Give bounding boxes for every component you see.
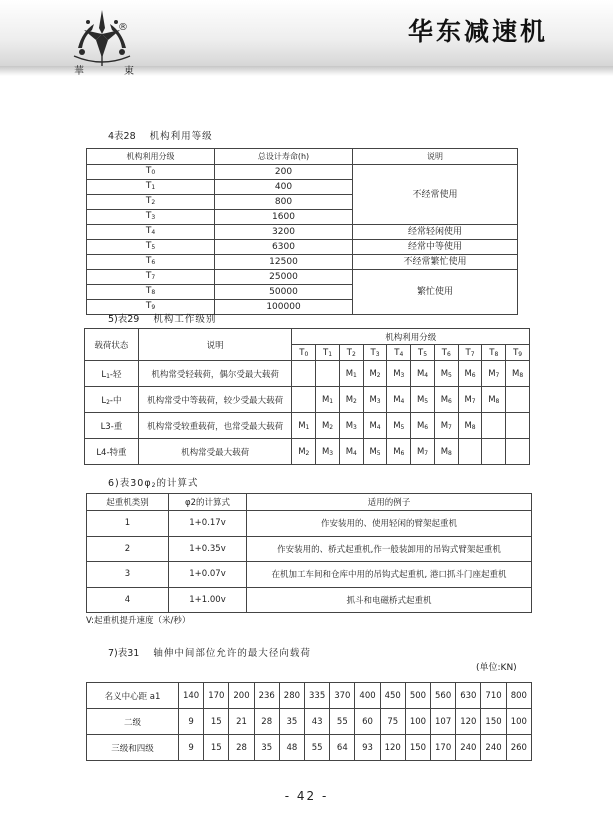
work-class-cell: $M_5$	[434, 361, 458, 387]
work-class-subscript: 2	[376, 371, 381, 379]
table-header-row	[85, 329, 530, 345]
load-desc-cell: 机构常受轻载荷，偶尔受最大载荷	[138, 361, 292, 387]
work-class-subscript: 5	[376, 449, 381, 457]
value-cell: 55	[330, 709, 355, 735]
value-cell: 150	[481, 709, 506, 735]
load-desc-cell: 机构常受最大载荷	[138, 439, 292, 465]
work-class-cell: $M_6$	[387, 439, 411, 465]
value-cell: 15	[204, 709, 229, 735]
class-cell: $T_1$	[87, 180, 215, 195]
work-class-subscript: 1	[329, 397, 334, 405]
work-class-subscript: 3	[329, 449, 334, 457]
work-class-subscript: 2	[353, 397, 357, 405]
class-cell: $T_0$	[87, 165, 215, 180]
load-state-letter: L3	[100, 421, 111, 432]
col-group-header: 机构利用分级	[292, 329, 530, 345]
work-class-cell	[482, 439, 506, 465]
note-cell: 经常中等使用	[353, 240, 518, 255]
t30-number: 6)表30	[108, 478, 145, 489]
work-class-cell: $M_4$	[339, 439, 363, 465]
work-class-cell: $M_1$	[339, 361, 363, 387]
work-class-subscript: 6	[424, 423, 429, 431]
example-cell: 在机加工车间和仓库中用的吊钩式起重机, 港口抓斗门座起重机	[247, 562, 532, 588]
col-subscript: 7	[470, 350, 475, 358]
load-state-letter: L	[101, 369, 107, 380]
formula-cell: 1+0.35v	[169, 536, 247, 562]
work-class-cell: $M_6$	[458, 361, 482, 387]
t29-number: 5)表29	[108, 314, 140, 325]
col-header-t6: $T_6$	[434, 345, 458, 361]
value-cell: 240	[481, 735, 506, 761]
table-row	[87, 511, 532, 537]
col-header-t8: $T_8$	[482, 345, 506, 361]
example-cell: 抓斗和电磁桥式起重机	[247, 587, 532, 613]
work-class-subscript: 6	[400, 449, 405, 457]
class-cell: $T_2$	[87, 195, 215, 210]
work-class-cell	[458, 439, 482, 465]
category-cell: 1	[87, 511, 169, 537]
work-class-subscript: 5	[448, 371, 452, 379]
value-cell: 48	[279, 735, 304, 761]
value-cell: 93	[355, 735, 380, 761]
load-state-label: -中	[109, 395, 122, 406]
table-row	[87, 225, 518, 240]
value-cell: 35	[279, 709, 304, 735]
work-class-subscript: 3	[376, 397, 381, 405]
col-header-t4: $T_4$	[387, 345, 411, 361]
t29-title: 机构工作级别	[153, 314, 217, 325]
value-cell: 64	[330, 735, 355, 761]
work-class-cell: $M_3$	[387, 361, 411, 387]
table-row	[87, 587, 532, 613]
class-cell: $T_4$	[87, 225, 215, 240]
col-header-t1: $T_1$	[316, 345, 340, 361]
hours-cell: 1600	[215, 210, 353, 225]
col-subscript: 6	[446, 350, 451, 358]
work-class-subscript: 8	[448, 449, 452, 457]
value-cell: 75	[380, 709, 405, 735]
formula-cell: 1+0.07v	[169, 562, 247, 588]
table-31	[86, 682, 532, 761]
class-cell: $T_5$	[87, 240, 215, 255]
col-subscript: 9	[518, 350, 523, 358]
hours-cell: 6300	[215, 240, 353, 255]
col-header: 载荷状态	[85, 329, 139, 361]
value-cell: 240	[456, 735, 481, 761]
work-class-cell	[292, 387, 316, 413]
hours-cell: 100000	[215, 300, 353, 315]
registered-mark: ®	[118, 22, 128, 33]
col-header-t3: $T_3$	[363, 345, 387, 361]
work-class-cell: $M_4$	[387, 387, 411, 413]
class-cell: $T_8$	[87, 285, 215, 300]
table-header-row	[87, 149, 518, 165]
col-subscript: 4	[399, 350, 404, 358]
value-cell: 280	[279, 683, 304, 709]
table-row	[87, 240, 518, 255]
work-class-cell: $M_2$	[339, 387, 363, 413]
work-class-subscript: 8	[495, 397, 500, 405]
value-cell: 120	[456, 709, 481, 735]
t28-title: 机构利用等级	[149, 131, 213, 142]
phi-subscript: 2	[151, 482, 157, 489]
load-state-label: -轻	[109, 369, 122, 380]
brand-title: 华东减速机	[408, 17, 549, 46]
load-state-label: -重	[110, 421, 123, 432]
example-cell: 作安装用的、使用轻闲的臂架起重机	[247, 511, 532, 537]
work-class-subscript: 1	[305, 423, 310, 431]
hours-cell: 200	[215, 165, 353, 180]
col-header-t0: $T_0$	[292, 345, 316, 361]
logo-text	[74, 62, 134, 77]
work-class-cell: $M_6$	[411, 413, 435, 439]
table-row	[87, 735, 532, 761]
class-cell: $T_6$	[87, 255, 215, 270]
work-class-cell	[292, 361, 316, 387]
note-cell: 繁忙使用	[353, 270, 518, 315]
note-cell: 不经常使用	[353, 165, 518, 225]
work-class-subscript: 7	[471, 397, 476, 405]
work-class-subscript: 5	[424, 397, 429, 405]
work-class-subscript: 4	[424, 371, 429, 379]
value-cell: 500	[405, 683, 430, 709]
phi-symbol: φ	[144, 478, 152, 489]
work-class-subscript: 4	[400, 397, 405, 405]
work-class-cell: $M_8$	[482, 387, 506, 413]
logo-char-2: 東	[124, 66, 134, 77]
work-class-subscript: 7	[495, 371, 500, 379]
value-cell: 800	[506, 683, 531, 709]
t31-number: 7)表31	[108, 648, 140, 659]
class-cell: $T_9$	[87, 300, 215, 315]
work-class-cell: $M_3$	[363, 387, 387, 413]
category-cell: 4	[87, 587, 169, 613]
work-class-subscript: 2	[305, 449, 310, 457]
value-cell: 43	[305, 709, 330, 735]
col-header: φ2的计算式	[169, 494, 247, 511]
work-class-cell: $M_2$	[363, 361, 387, 387]
table-header-row	[87, 494, 532, 511]
hours-cell: 400	[215, 180, 353, 195]
value-cell: 100	[506, 709, 531, 735]
value-cell: 710	[481, 683, 506, 709]
value-cell: 28	[254, 709, 279, 735]
load-state-cell	[85, 413, 139, 439]
logo-char-1: 華	[74, 66, 84, 77]
class-cell: $T_7$	[87, 270, 215, 285]
note-cell: 不经常繁忙使用	[353, 255, 518, 270]
load-state-subscript: 2	[106, 398, 110, 406]
class-cell: $T_3$	[87, 210, 215, 225]
t29-heading	[108, 311, 230, 325]
formula-cell: 1+1.00v	[169, 587, 247, 613]
work-class-cell: $M_2$	[292, 439, 316, 465]
col-subscript: 5	[423, 350, 428, 358]
col-header: 机构利用分级	[87, 149, 215, 165]
col-header-t5: $T_5$	[411, 345, 435, 361]
t31-heading	[108, 645, 325, 659]
table-row	[87, 562, 532, 588]
work-class-subscript: 4	[376, 423, 381, 431]
work-class-cell: $M_5$	[387, 413, 411, 439]
table-row	[85, 387, 530, 413]
work-class-cell: $M_4$	[363, 413, 387, 439]
work-class-subscript: 5	[400, 423, 405, 431]
value-cell: 55	[305, 735, 330, 761]
t30-heading	[108, 475, 212, 489]
table-28	[86, 148, 518, 315]
page-number: - 42 -	[284, 789, 329, 803]
table-29	[84, 328, 530, 465]
col-header-t7: $T_7$	[458, 345, 482, 361]
col-header: 说明	[138, 329, 292, 361]
value-cell: 140	[179, 683, 204, 709]
work-class-cell: $M_3$	[339, 413, 363, 439]
value-cell: 120	[380, 735, 405, 761]
value-cell: 9	[179, 735, 204, 761]
table-row	[87, 255, 518, 270]
row-label-cell: 名义中心距 a1	[87, 683, 179, 709]
load-state-letter: L4	[96, 447, 107, 458]
t28-number: 4表28	[108, 131, 136, 142]
value-cell: 150	[405, 735, 430, 761]
work-class-subscript: 6	[471, 371, 476, 379]
value-cell: 15	[204, 735, 229, 761]
table-row	[85, 439, 530, 465]
value-cell: 60	[355, 709, 380, 735]
load-state-letter: L	[101, 395, 107, 406]
work-class-subscript: 4	[353, 449, 357, 457]
row-label-cell: 三级和四级	[87, 735, 179, 761]
load-state-subscript: 1	[106, 372, 110, 380]
work-class-cell: $M_4$	[411, 361, 435, 387]
load-desc-cell: 机构常受中等载荷，较少受最大载荷	[138, 387, 292, 413]
note-cell: 经常轻闲使用	[353, 225, 518, 240]
load-state-cell	[85, 387, 139, 413]
work-class-cell	[506, 387, 530, 413]
t30-title: 的计算式	[156, 478, 199, 489]
table-row	[87, 270, 518, 285]
t31-title: 轴伸中间部位允许的最大径向载荷	[153, 648, 311, 659]
work-class-cell	[506, 413, 530, 439]
category-cell: 3	[87, 562, 169, 588]
work-class-cell: $M_1$	[292, 413, 316, 439]
formula-cell: 1+0.17v	[169, 511, 247, 537]
work-class-cell: $M_6$	[434, 387, 458, 413]
table-row	[87, 709, 532, 735]
table-row	[85, 413, 530, 439]
value-cell: 236	[254, 683, 279, 709]
work-class-cell: $M_1$	[316, 387, 340, 413]
work-class-subscript: 2	[329, 423, 334, 431]
work-class-cell: $M_7$	[458, 387, 482, 413]
col-subscript: 8	[494, 350, 499, 358]
value-cell: 400	[355, 683, 380, 709]
work-class-subscript: 7	[448, 423, 452, 431]
value-cell: 107	[431, 709, 456, 735]
value-cell: 630	[456, 683, 481, 709]
value-cell: 260	[506, 735, 531, 761]
col-header: 适用的例子	[247, 494, 532, 511]
table-row	[87, 683, 532, 709]
col-header: 起重机类别	[87, 494, 169, 511]
col-header-t2: $T_2$	[339, 345, 363, 361]
hours-cell: 800	[215, 195, 353, 210]
table-row	[87, 536, 532, 562]
work-class-cell	[316, 361, 340, 387]
value-cell: 9	[179, 709, 204, 735]
table-row	[85, 361, 530, 387]
work-class-subscript: 7	[424, 449, 429, 457]
col-subscript: 1	[328, 350, 333, 358]
example-cell: 作安装用的、桥式起重机,作一般装卸用的吊钩式臂架起重机	[247, 536, 532, 562]
col-header: 说明	[353, 149, 518, 165]
work-class-cell: $M_7$	[434, 413, 458, 439]
value-cell: 21	[229, 709, 254, 735]
work-class-cell: $M_8$	[506, 361, 530, 387]
work-class-cell: $M_8$	[458, 413, 482, 439]
row-label-cell: 二级	[87, 709, 179, 735]
col-subscript: 3	[375, 350, 380, 358]
hours-cell: 50000	[215, 285, 353, 300]
load-state-label: -特重	[106, 447, 127, 458]
table-30	[86, 493, 532, 613]
t31-unit: (单位:KN)	[476, 663, 517, 673]
work-class-subscript: 8	[519, 371, 524, 379]
work-class-cell: $M_7$	[411, 439, 435, 465]
value-cell: 560	[431, 683, 456, 709]
category-cell: 2	[87, 536, 169, 562]
value-cell: 100	[405, 709, 430, 735]
t28-heading	[108, 128, 227, 142]
col-header: 总设计寿命(h)	[215, 149, 353, 165]
col-header-t9: $T_9$	[506, 345, 530, 361]
work-class-cell: $M_8$	[434, 439, 458, 465]
value-cell: 28	[229, 735, 254, 761]
work-class-cell: $M_5$	[411, 387, 435, 413]
load-state-cell	[85, 439, 139, 465]
hours-cell: 25000	[215, 270, 353, 285]
work-class-cell	[482, 413, 506, 439]
work-class-cell: $M_5$	[363, 439, 387, 465]
work-class-cell: $M_7$	[482, 361, 506, 387]
value-cell: 335	[305, 683, 330, 709]
value-cell: 450	[380, 683, 405, 709]
work-class-subscript: 3	[400, 371, 405, 379]
value-cell: 370	[330, 683, 355, 709]
work-class-subscript: 3	[353, 423, 357, 431]
value-cell: 35	[254, 735, 279, 761]
work-class-cell: $M_3$	[316, 439, 340, 465]
phi-symbol: φ	[184, 498, 191, 508]
value-cell: 170	[431, 735, 456, 761]
value-cell: 170	[204, 683, 229, 709]
hours-cell: 12500	[215, 255, 353, 270]
work-class-subscript: 1	[353, 371, 357, 379]
table-row	[87, 165, 518, 180]
work-class-subscript: 6	[448, 397, 452, 405]
value-cell: 200	[229, 683, 254, 709]
load-state-cell	[85, 361, 139, 387]
load-desc-cell: 机构常受较重载荷，也常受最大载荷	[138, 413, 292, 439]
work-class-cell	[506, 439, 530, 465]
col-subscript: 2	[351, 350, 356, 358]
work-class-subscript: 8	[471, 423, 476, 431]
work-class-cell: $M_2$	[316, 413, 340, 439]
hours-cell: 3200	[215, 225, 353, 240]
col-subscript: 0	[304, 350, 309, 358]
t30-footnote: V:起重机提升速度（米/秒）	[86, 616, 191, 626]
